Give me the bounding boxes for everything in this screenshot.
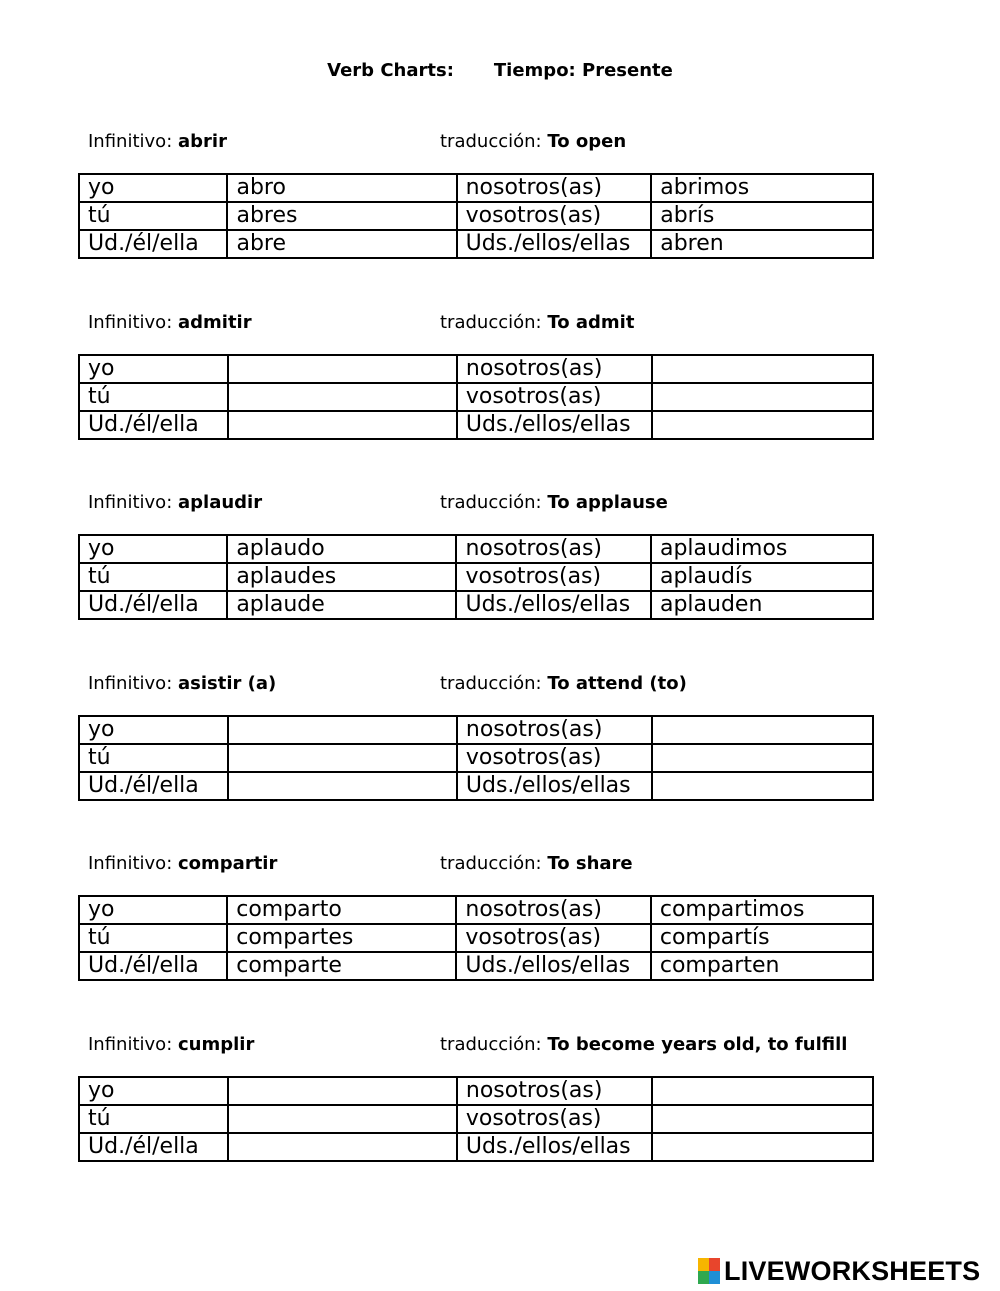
table-row — [79, 716, 873, 744]
logo-square — [698, 1258, 709, 1271]
pronoun-cell: yo — [79, 174, 227, 202]
answer-cell[interactable]: comparte — [227, 952, 456, 980]
conjugation-table — [78, 173, 874, 259]
pronoun-cell: nosotros(as) — [457, 174, 652, 202]
pronoun-cell: Uds./ellos/ellas — [457, 772, 652, 800]
pronoun-cell: tú — [79, 563, 227, 591]
infinitivo-label: Infinitivo: — [88, 673, 173, 694]
traduccion-label: traducción: — [440, 492, 542, 513]
answer-cell[interactable]: compartimos — [651, 896, 873, 924]
pronoun-cell: nosotros(as) — [456, 535, 651, 563]
pronoun-cell: yo — [79, 716, 228, 744]
logo-square — [709, 1258, 720, 1271]
conjugation-table — [78, 895, 874, 981]
table-row — [79, 924, 873, 952]
infinitivo-label: Infinitivo: — [88, 1034, 173, 1055]
logo-mark-icon — [698, 1258, 720, 1284]
infinitivo-label: Infinitivo: — [88, 853, 173, 874]
verb-section — [78, 131, 988, 256]
pronoun-cell: tú — [79, 744, 228, 772]
translation-value: To applause — [547, 492, 668, 513]
infinitivo-label: Infinitivo: — [88, 131, 173, 152]
answer-cell[interactable] — [228, 383, 457, 411]
pronoun-cell: Uds./ellos/ellas — [457, 411, 652, 439]
verb-section — [78, 673, 988, 798]
answer-cell[interactable]: aplaude — [227, 591, 456, 619]
traduccion-label: traducción: — [440, 131, 542, 152]
traduccion-label: traducción: — [440, 1034, 542, 1055]
answer-cell[interactable]: compartes — [227, 924, 456, 952]
infinitive-value: compartir — [178, 853, 278, 874]
answer-cell[interactable] — [652, 1077, 873, 1105]
verb-info — [78, 492, 988, 516]
answer-cell[interactable] — [228, 1105, 457, 1133]
pronoun-cell: vosotros(as) — [457, 744, 652, 772]
pronoun-cell: Ud./él/ella — [79, 230, 227, 258]
pronoun-cell: vosotros(as) — [456, 563, 651, 591]
table-row — [79, 1105, 873, 1133]
liveworksheets-logo — [698, 1256, 980, 1286]
answer-cell[interactable] — [228, 772, 457, 800]
answer-cell[interactable] — [228, 1077, 457, 1105]
answer-cell[interactable]: aplauden — [651, 591, 873, 619]
answer-cell[interactable]: abren — [651, 230, 873, 258]
answer-cell[interactable] — [228, 355, 457, 383]
translation-value: To share — [547, 853, 633, 874]
verb-section — [78, 312, 988, 437]
pronoun-cell: nosotros(as) — [456, 896, 650, 924]
table-row — [79, 896, 873, 924]
table-row — [79, 535, 873, 563]
traduccion-label: traducción: — [440, 673, 542, 694]
infinitive-value: admitir — [178, 312, 252, 333]
pronoun-cell: tú — [79, 1105, 228, 1133]
table-row — [79, 744, 873, 772]
answer-cell[interactable]: comparto — [227, 896, 456, 924]
answer-cell[interactable] — [228, 716, 457, 744]
pronoun-cell: Ud./él/ella — [79, 411, 228, 439]
answer-cell[interactable] — [228, 1133, 457, 1161]
infinitivo-label: Infinitivo: — [88, 312, 173, 333]
pronoun-cell: yo — [79, 896, 227, 924]
verb-info — [78, 673, 988, 697]
infinitive-value: asistir (a) — [178, 673, 277, 694]
table-row — [79, 1077, 873, 1105]
pronoun-cell: Ud./él/ella — [79, 952, 227, 980]
pronoun-cell: Uds./ellos/ellas — [456, 591, 651, 619]
conjugation-table — [78, 534, 874, 620]
answer-cell[interactable] — [652, 355, 873, 383]
table-row — [79, 230, 873, 258]
pronoun-cell: tú — [79, 924, 227, 952]
table-row — [79, 772, 873, 800]
answer-cell[interactable] — [652, 1105, 873, 1133]
pronoun-cell: Uds./ellos/ellas — [457, 230, 652, 258]
infinitive-value: aplaudir — [178, 492, 263, 513]
table-row — [79, 591, 873, 619]
answer-cell[interactable]: aplaudo — [227, 535, 456, 563]
table-row — [79, 174, 873, 202]
answer-cell[interactable]: abrís — [651, 202, 873, 230]
infinitive-value: cumplir — [178, 1034, 255, 1055]
table-row — [79, 1133, 873, 1161]
conjugation-table — [78, 354, 874, 440]
answer-cell[interactable]: comparten — [651, 952, 873, 980]
answer-cell[interactable]: aplaudimos — [651, 535, 873, 563]
answer-cell[interactable] — [652, 716, 873, 744]
pronoun-cell: vosotros(as) — [457, 1105, 652, 1133]
pronoun-cell: vosotros(as) — [456, 924, 650, 952]
page-title — [0, 60, 1000, 81]
verb-section — [78, 1034, 988, 1159]
pronoun-cell: Ud./él/ella — [79, 1133, 228, 1161]
table-row — [79, 411, 873, 439]
pronoun-cell: yo — [79, 535, 227, 563]
answer-cell[interactable]: abres — [227, 202, 456, 230]
table-row — [79, 355, 873, 383]
title-text: Verb Charts: — [327, 60, 454, 81]
answer-cell[interactable]: compartís — [651, 924, 873, 952]
answer-cell[interactable] — [652, 744, 873, 772]
infinitivo-label: Infinitivo: — [88, 492, 173, 513]
pronoun-cell: nosotros(as) — [457, 716, 652, 744]
pronoun-cell: Ud./él/ella — [79, 591, 227, 619]
pronoun-cell: Uds./ellos/ellas — [457, 1133, 652, 1161]
translation-value: To admit — [547, 312, 635, 333]
verb-info — [78, 1034, 988, 1058]
table-row — [79, 202, 873, 230]
logo-square — [709, 1271, 720, 1284]
answer-cell[interactable] — [652, 772, 873, 800]
answer-cell[interactable] — [228, 744, 457, 772]
answer-cell[interactable]: abrimos — [651, 174, 873, 202]
answer-cell[interactable]: aplaudes — [227, 563, 456, 591]
pronoun-cell: tú — [79, 202, 227, 230]
table-row — [79, 952, 873, 980]
logo-text: LIVEWORKSHEETS — [724, 1255, 981, 1286]
translation-value: To open — [547, 131, 627, 152]
traduccion-label: traducción: — [440, 312, 542, 333]
traduccion-label: traducción: — [440, 853, 542, 874]
conjugation-table — [78, 715, 874, 801]
verb-info — [78, 853, 988, 877]
pronoun-cell: yo — [79, 1077, 228, 1105]
answer-cell[interactable] — [652, 411, 873, 439]
verb-section — [78, 853, 988, 978]
table-row — [79, 563, 873, 591]
pronoun-cell: Ud./él/ella — [79, 772, 228, 800]
tense-text: Tiempo: Presente — [493, 60, 673, 81]
answer-cell[interactable] — [652, 383, 873, 411]
logo-square — [698, 1271, 709, 1284]
verb-info — [78, 312, 988, 336]
pronoun-cell: tú — [79, 383, 228, 411]
table-row — [79, 383, 873, 411]
verb-section — [78, 492, 988, 617]
answer-cell[interactable]: aplaudís — [651, 563, 873, 591]
answer-cell[interactable] — [652, 1133, 873, 1161]
pronoun-cell: vosotros(as) — [457, 202, 652, 230]
answer-cell[interactable]: abre — [227, 230, 456, 258]
pronoun-cell: nosotros(as) — [457, 1077, 652, 1105]
translation-value: To attend (to) — [547, 673, 687, 694]
answer-cell[interactable] — [228, 411, 457, 439]
pronoun-cell: yo — [79, 355, 228, 383]
verb-info — [78, 131, 988, 155]
infinitive-value: abrir — [178, 131, 227, 152]
answer-cell[interactable]: abro — [227, 174, 456, 202]
pronoun-cell: vosotros(as) — [457, 383, 652, 411]
translation-value: To become years old, to fulfill — [547, 1034, 848, 1055]
pronoun-cell: Uds./ellos/ellas — [456, 952, 650, 980]
pronoun-cell: nosotros(as) — [457, 355, 652, 383]
conjugation-table — [78, 1076, 874, 1162]
